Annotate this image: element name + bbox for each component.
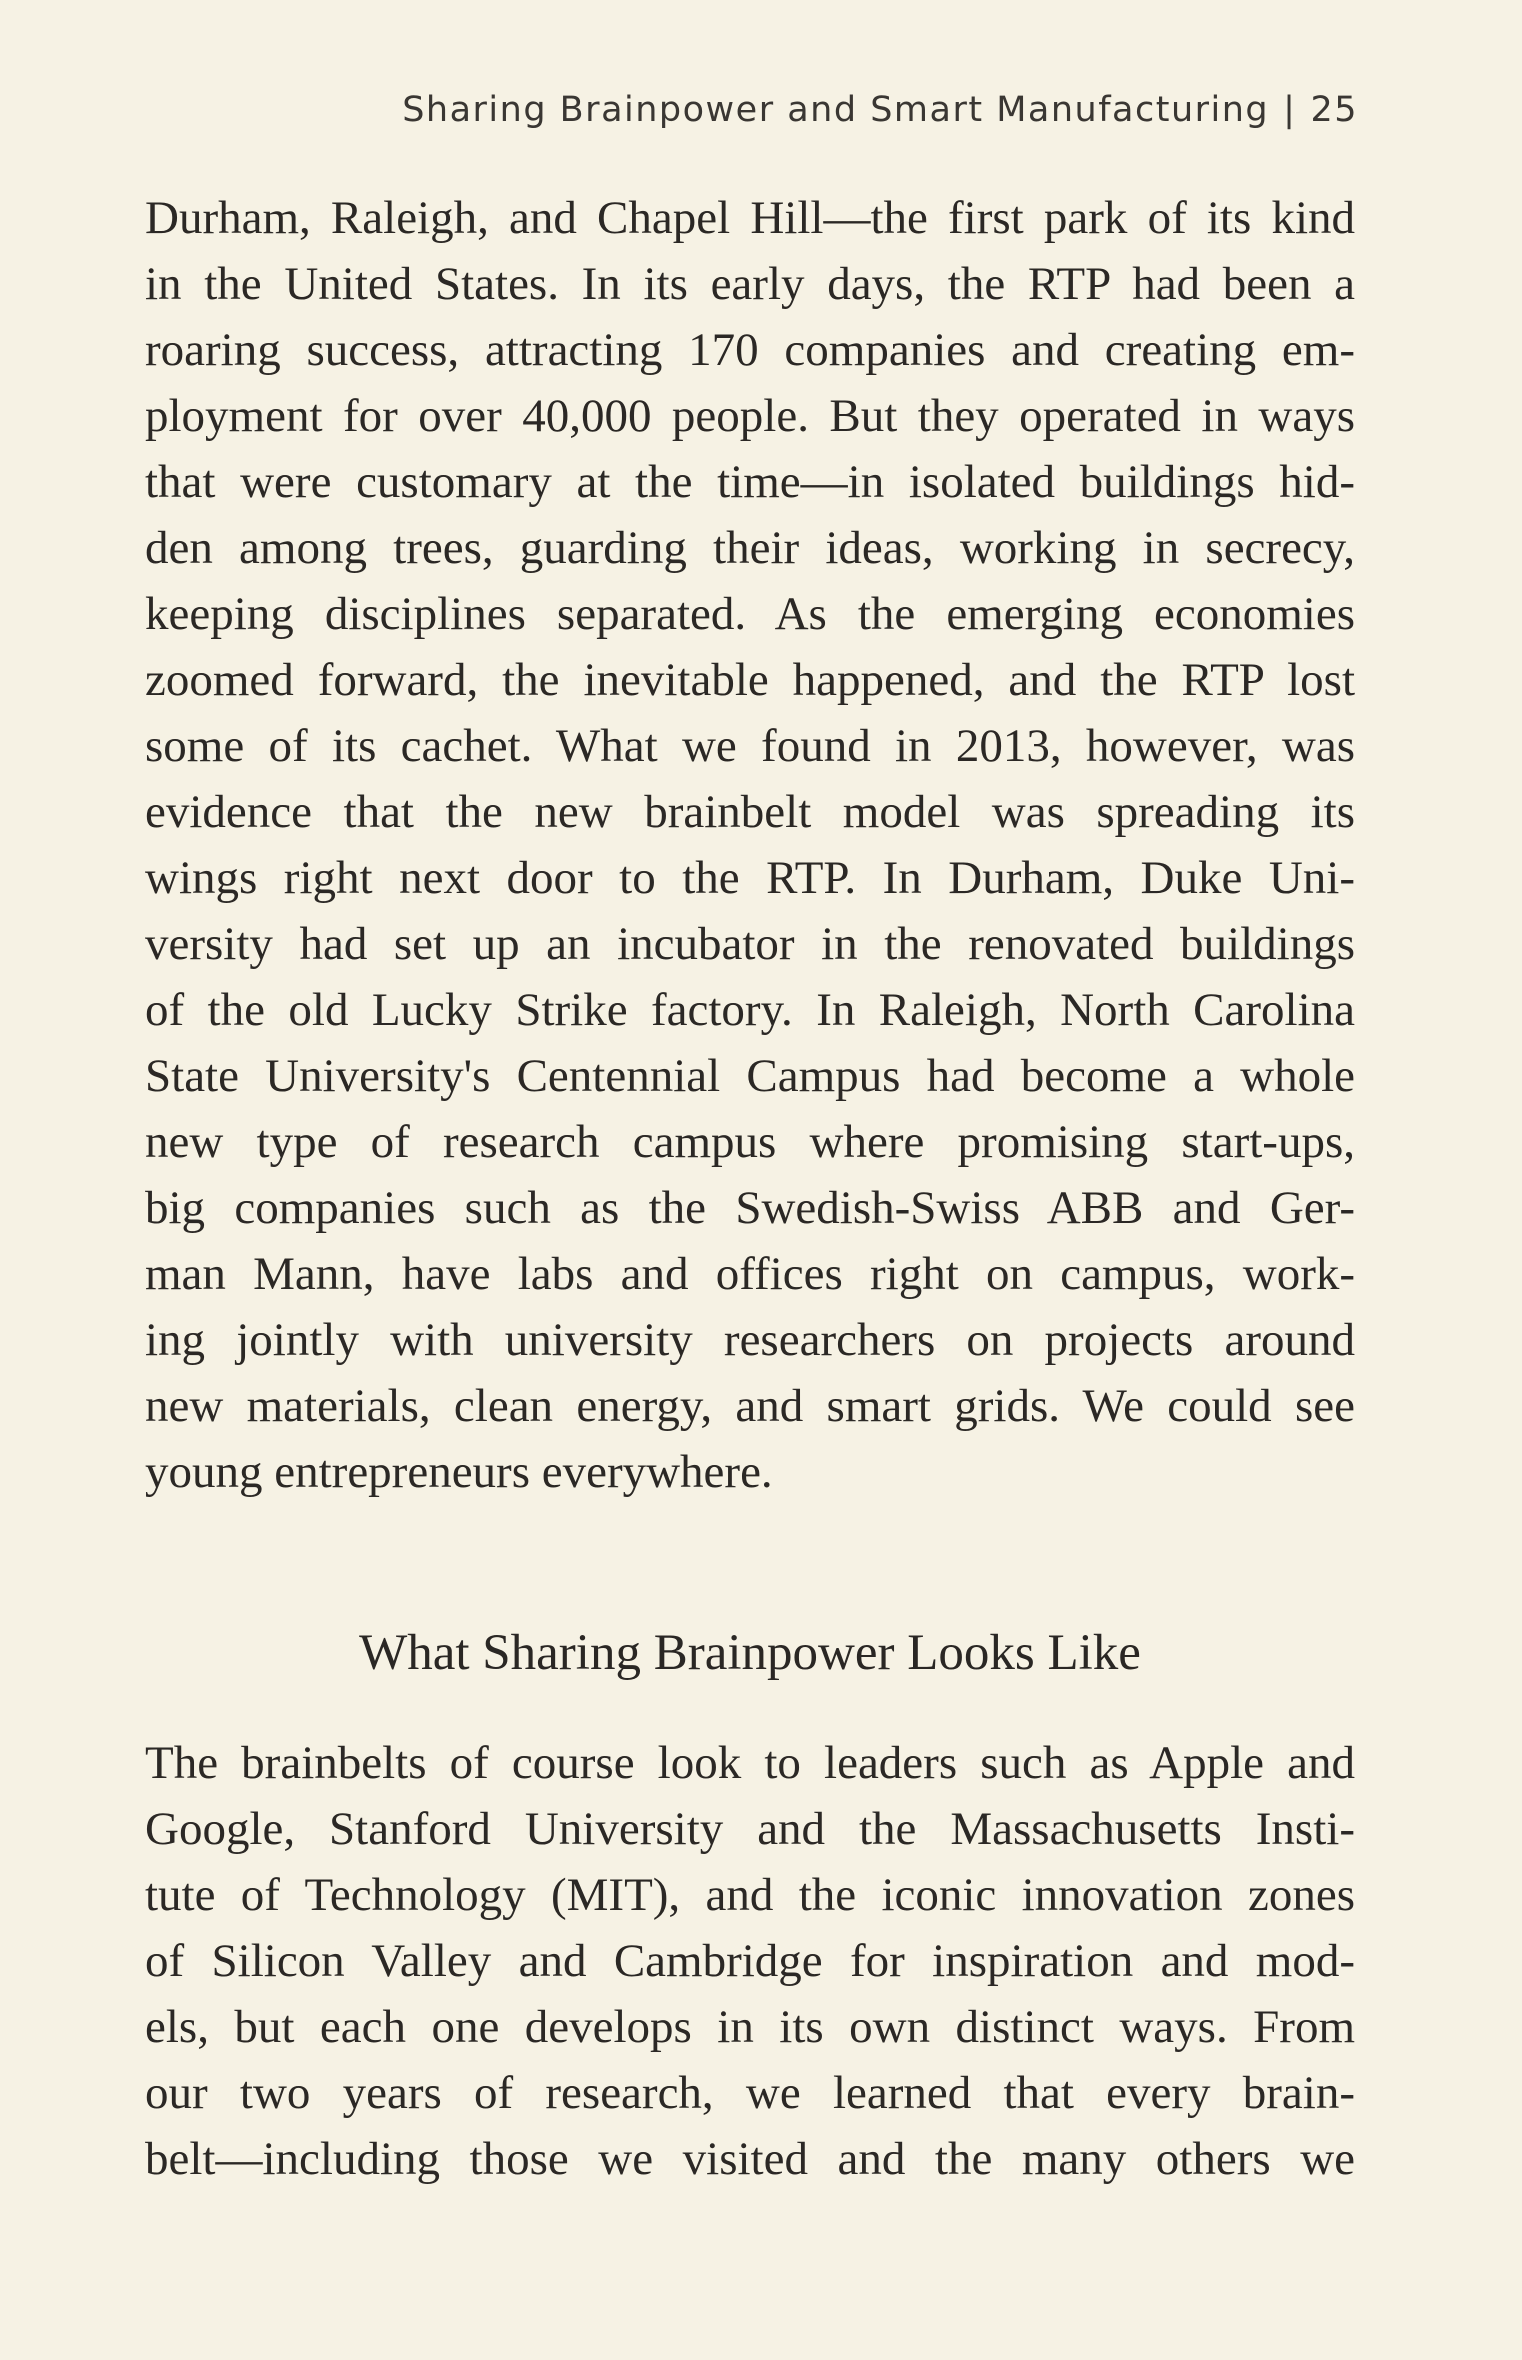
text-line: evidence that the new brainbelt model was spreading its [145,786,1355,838]
text-line: new materials, clean energy, and smart grids. We could see [145,1380,1355,1432]
text-line: The brainbelts of course look to leaders such as Apple and [145,1737,1355,1789]
text-line: ing jointly with university researchers on projects around [145,1314,1355,1366]
running-head-title: Sharing Brainpower and Smart Manufacturing [402,90,1270,130]
page-number: 25 [1310,90,1358,130]
text-line: roaring success, attracting 170 companies and creating em- [145,324,1355,376]
text-line: keeping disciplines separated. As the emerging economies [145,588,1355,640]
body-paragraph-1 [145,185,1355,1505]
text-line: wings right next door to the RTP. In Durham, Duke Uni- [145,852,1355,904]
section-heading: What Sharing Brainpower Looks Like [359,1625,1141,1681]
text-line: our two years of research, we learned that every brain- [145,2067,1355,2119]
text-line: den among trees, guarding their ideas, working in secrecy, [145,522,1355,574]
text-line: Google, Stanford University and the Massachusetts Insti- [145,1803,1355,1855]
text-line: ployment for over 40,000 people. But they operated in ways [145,390,1355,442]
text-line: of the old Lucky Strike factory. In Raleigh, North Carolina [145,984,1355,1036]
text-line: some of its cachet. What we found in 2013, however, was [145,720,1355,772]
body-paragraph-2 [145,1730,1355,2192]
text-line: zoomed forward, the inevitable happened, and the RTP lost [145,654,1355,706]
text-line: Durham, Raleigh, and Chapel Hill—the first park of its kind [145,192,1355,244]
running-head [402,90,1358,130]
running-head-separator: | [1283,90,1297,130]
text-line: big companies such as the Swedish-Swiss ABB and Ger- [145,1182,1355,1234]
text-line: tute of Technology (MIT), and the iconic innovation zones [145,1869,1355,1921]
text-line: that were customary at the time—in isolated buildings hid- [145,456,1355,508]
text-line: new type of research campus where promising start-ups, [145,1116,1355,1168]
text-line: State University's Centennial Campus had become a whole [145,1050,1355,1102]
text-line: of Silicon Valley and Cambridge for inspiration and mod- [145,1935,1355,1987]
text-line: man Mann, have labs and offices right on campus, work- [145,1248,1355,1300]
text-line: in the United States. In its early days, the RTP had been a [145,258,1355,310]
text-line: young entrepreneurs everywhere. [145,1446,773,1498]
text-line: belt—including those we visited and the many others we [145,2133,1355,2185]
text-line: versity had set up an incubator in the renovated buildings [145,918,1355,970]
text-line: els, but each one develops in its own distinct ways. From [145,2001,1355,2053]
